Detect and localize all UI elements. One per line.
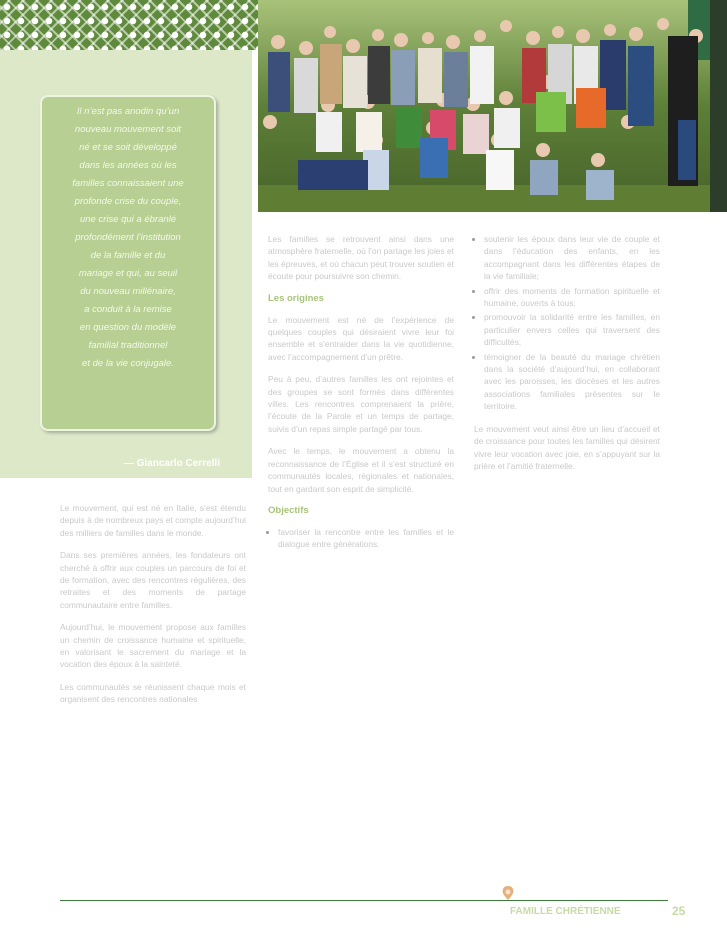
objectives-list (268, 526, 454, 551)
list-item: • soutenir les époux dans leur vie de couple et dans l’éducation des enfants, en les accompagnant dans les différentes étapes de la vie familiale; (484, 233, 660, 283)
quote-line: et de la vie conjugale. (82, 358, 174, 369)
page-number: 25 (672, 904, 686, 918)
quote-line: de la famille et du (90, 250, 166, 261)
paragraph: Les familles se retrouvent ainsi dans une atmosphère fraternelle, où l’on partage les joies et les épreuves, et où chacun peut trouver soutien et écoute pour poursuivre son chemin. (268, 234, 454, 282)
paragraph: Dans ses premières années, les fondateurs ont cherché à offrir aux couples un parcours de foi et de formation, avec des rencontres régulières, des retraites et des moments de partage communautaire entre familles. (60, 550, 246, 610)
section-heading: Les origines (268, 292, 324, 304)
quote-line: profondément l’institution (75, 232, 181, 243)
group-photo (258, 0, 727, 212)
group-photo-icon (258, 0, 727, 212)
article-column-middle (268, 233, 454, 561)
list-item: • promouvoir la solidarité entre les familles, en particulier envers celles qui traversent des difficultés; (484, 311, 660, 348)
article-column-right (474, 233, 660, 482)
paragraph: Peu à peu, d’autres familles les ont rejointes et des groupes se sont formés dans différentes villes. Les rencontres comprenaient la prière, l’écoute de la Parole et un temps de partage, suivis d’un repas simple partagé par tous. (268, 374, 454, 434)
quote-line: mariage et qui, au seuil (78, 268, 178, 279)
paragraph: Aujourd’hui, le mouvement propose aux familles un chemin de croissance humaine et spirituelle, en valorisant le sacrement du mariage et la vocation des époux à la sainteté. (60, 622, 246, 670)
quote-line: né et se soit développé (79, 142, 177, 153)
quote-line: une crise qui a ébranlé (79, 214, 177, 225)
quote-line: du nouveau millénaire, (80, 286, 176, 297)
list-item: • offrir des moments de formation spirituelle et humaine, ouverts à tous; (484, 285, 660, 310)
list-item: • témoigner de la beauté du mariage chrétien dans la société d’aujourd’hui, en collaborant avec les paroisses, les diocèses et les autres associations familiales présentes sur le territoire. (484, 351, 660, 413)
paragraph: Le mouvement est né de l’expérience de quelques couples qui désiraient vivre leur foi ensemble et s’entraider dans la vie quotidienne, avec l’accompagnement d’un prêtre. (268, 314, 454, 362)
quote-line: Il n’est pas anodin qu’un (76, 106, 180, 117)
quote-line: profonde crise du couple, (74, 196, 182, 207)
article-column-left (60, 502, 246, 716)
quote-line: nouveau mouvement soit (74, 124, 182, 135)
list-item: • favoriser la rencontre entre les familles et le dialogue entre générations. (278, 526, 454, 551)
quote-line: a conduit à la remise (84, 304, 172, 315)
running-footer-title: FAMILLE CHRÉTIENNE (510, 906, 621, 917)
quote-author: — Giancarlo Cerrelli (123, 458, 220, 469)
quote-line: familles connaissaient une (72, 178, 184, 189)
pull-quote-box (40, 95, 216, 431)
decorative-pattern (0, 0, 258, 50)
quote-line: en question du modèle (79, 322, 177, 333)
paragraph: Le mouvement, qui est né en Italie, s’est étendu depuis à de nombreux pays et compte aujourd’hui des milliers de familles dans le monde. (60, 503, 246, 538)
paragraph: Avec le temps, le mouvement a obtenu la reconnaissance de l’Église et il s’est structuré en communautés locales, régionales et nationales, tout en gardant son esprit de simplicité. (268, 446, 454, 494)
objectives-list-continued (474, 233, 660, 413)
paragraph: Le mouvement veut ainsi être un lieu d’accueil et de croissance pour toutes les familles qui désirent vivre leur vocation avec joie, en s’appuyant sur la prière et l’amitié fraternelle. (474, 423, 660, 471)
footer-rule (60, 900, 668, 901)
section-heading: Objectifs (268, 504, 309, 516)
paragraph: Les communautés se réunissent chaque mois et organisent des rencontres nationales (60, 681, 246, 705)
quote-line: familial traditionnel (88, 340, 168, 351)
quote-line: dans les années où les (79, 160, 177, 171)
